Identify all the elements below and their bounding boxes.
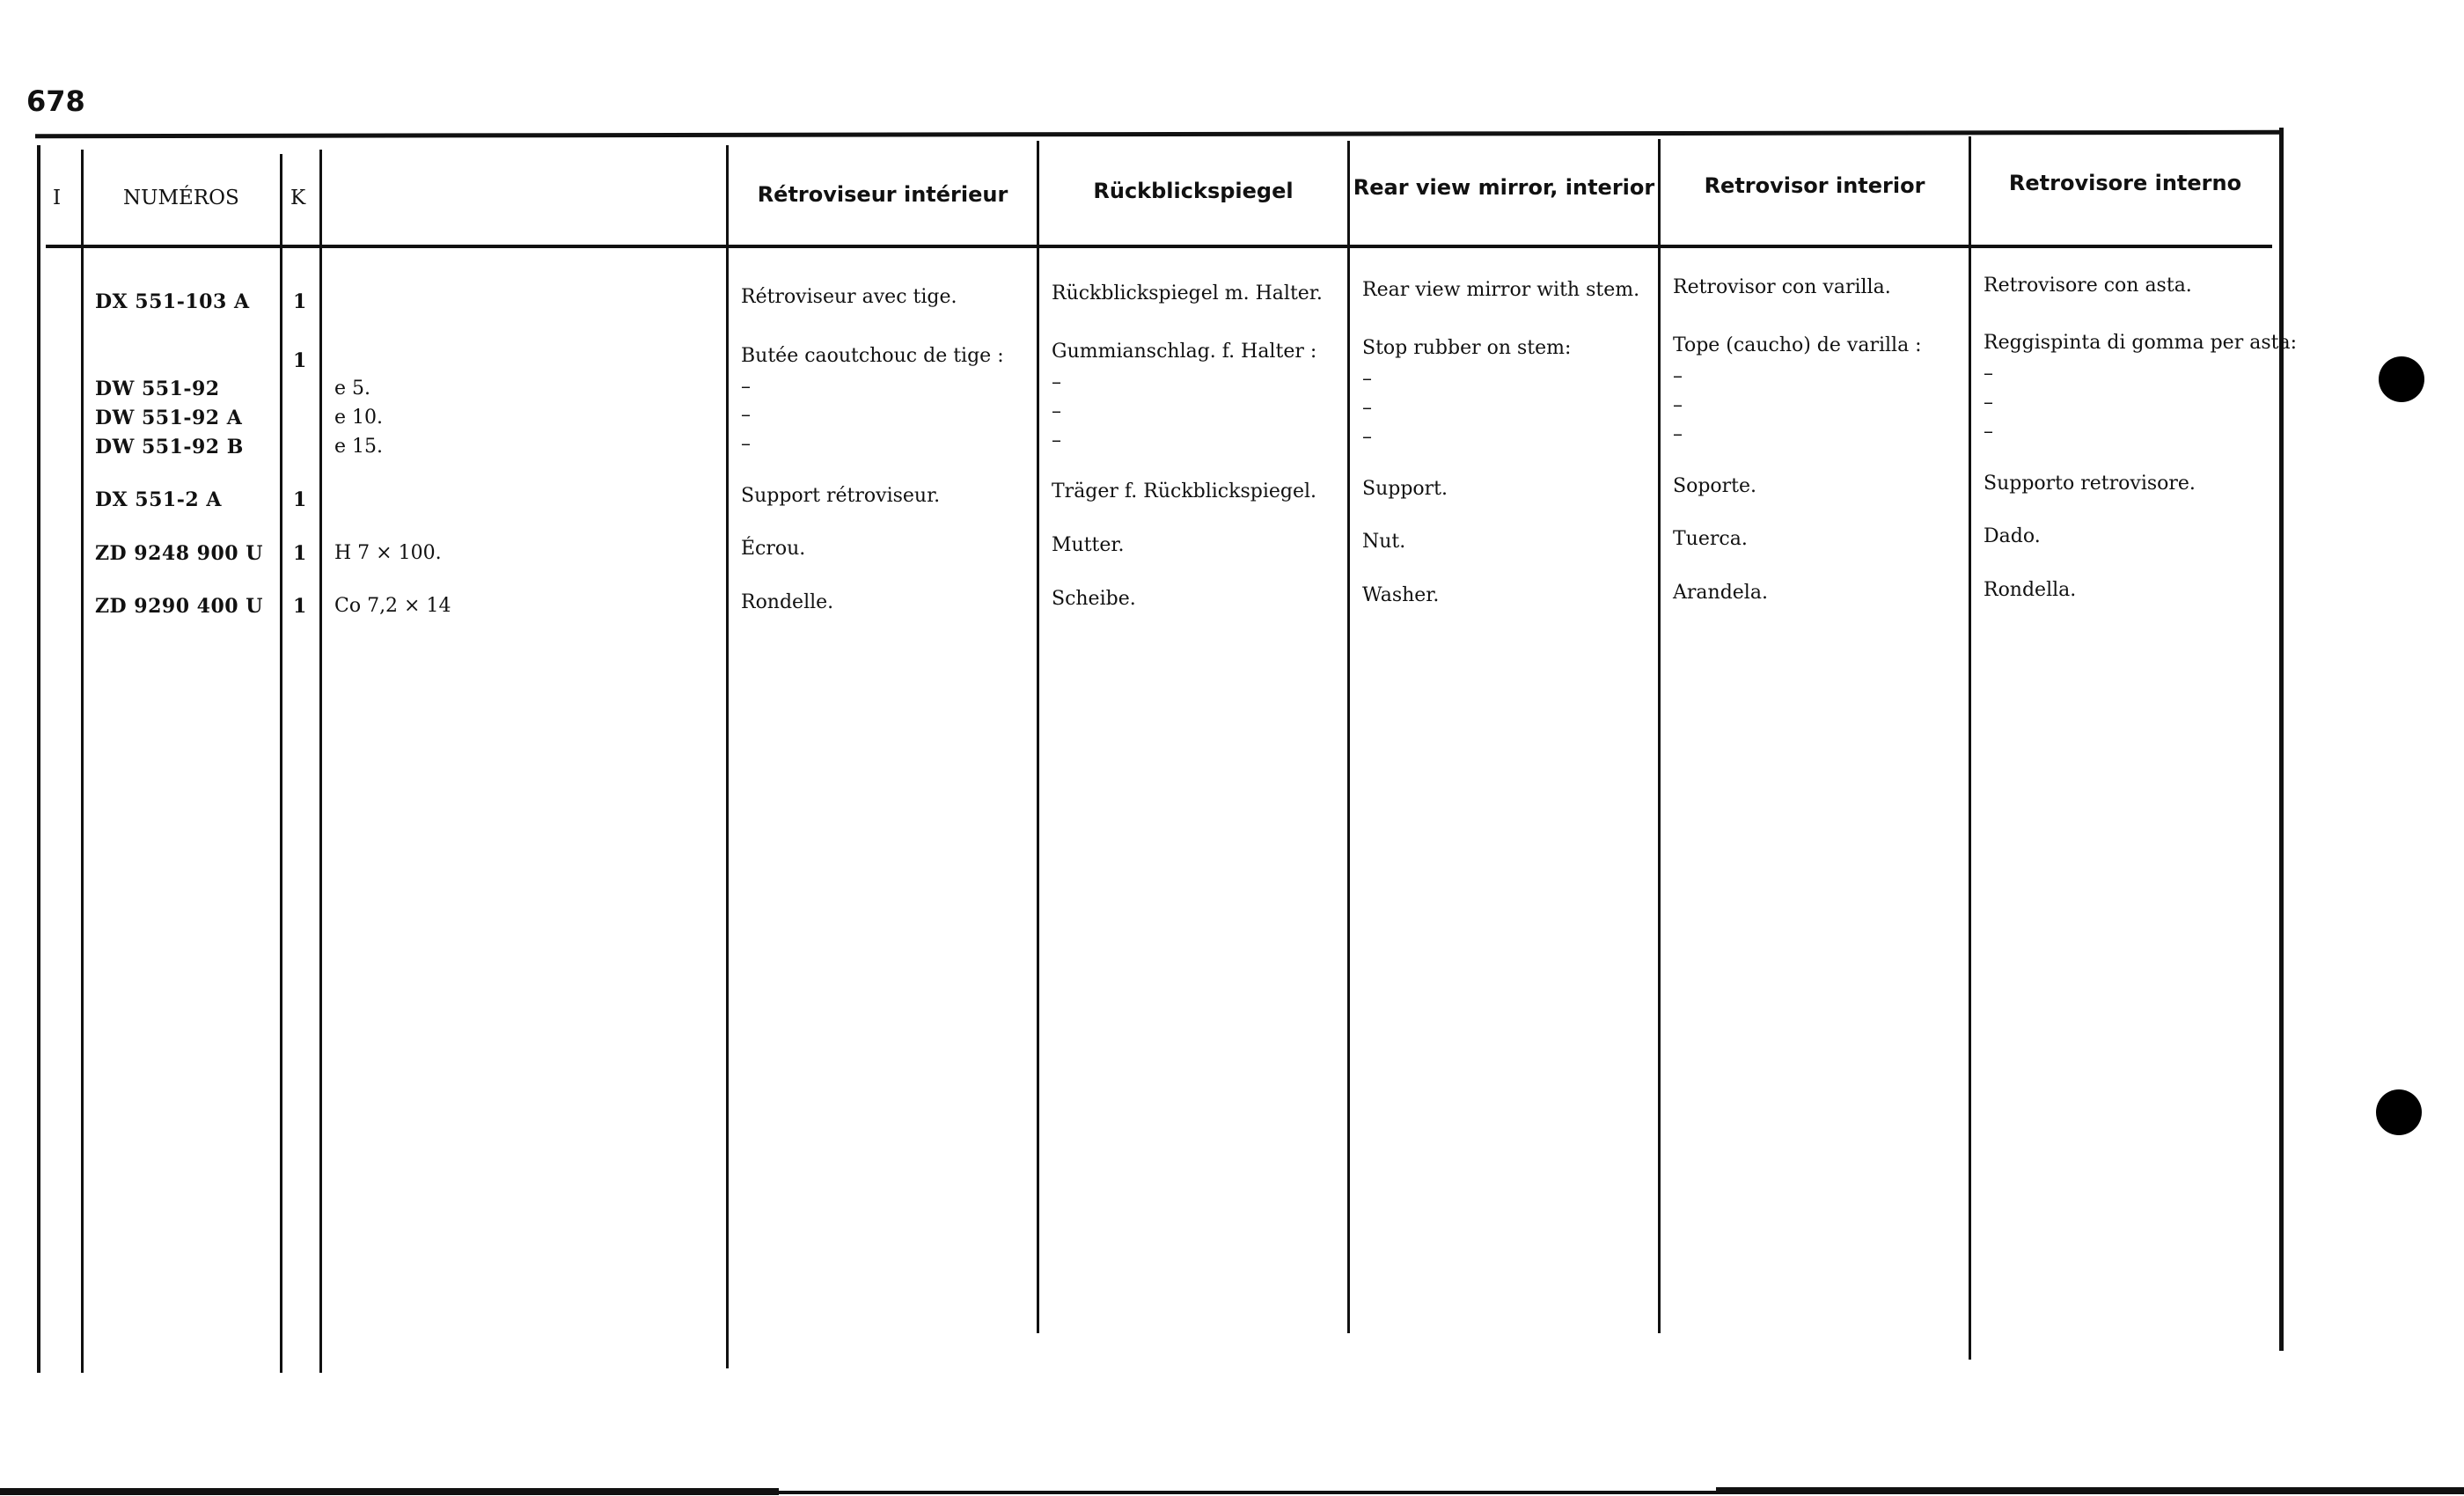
col-line-left-border [37, 145, 40, 1373]
col-line-es-left [1658, 139, 1661, 1333]
row-de: – [1052, 371, 1061, 393]
row-k: 1 [293, 488, 307, 511]
row-fr: – [741, 433, 751, 455]
header-fr: Rétroviseur intérieur [757, 182, 1008, 207]
col-line-fr-left [726, 145, 729, 1368]
row-numero: ZD 9290 400 U [95, 595, 263, 618]
row-es: Arandela. [1673, 582, 1768, 604]
row-numero: DX 551-2 A [95, 488, 222, 511]
row-spec: e 10. [334, 407, 383, 429]
row-numero: ZD 9248 900 U [95, 542, 263, 565]
row-de: Träger f. Rückblickspiegel. [1052, 480, 1317, 502]
row-de: Rückblickspiegel m. Halter. [1052, 282, 1323, 304]
row-numero: DW 551-92 A [95, 407, 243, 429]
row-it: Dado. [1984, 525, 2041, 547]
header-en: Rear view mirror, interior [1353, 175, 1655, 200]
row-k: 1 [293, 542, 307, 565]
row-it: – [1984, 363, 1993, 385]
col-line-en-left [1347, 141, 1350, 1333]
row-es: – [1673, 365, 1683, 387]
header-i: I [53, 187, 62, 209]
row-en: – [1362, 397, 1372, 419]
col-line-spec-left [319, 150, 322, 1373]
row-es: Soporte. [1673, 475, 1757, 497]
col-line-it-left [1969, 136, 1971, 1360]
row-es: Tope (caucho) de varilla : [1673, 334, 1922, 356]
row-de: Gummianschlag. f. Halter : [1052, 341, 1317, 363]
row-en: – [1362, 426, 1372, 448]
row-de: – [1052, 429, 1061, 451]
row-fr: Butée caoutchouc de tige : [741, 345, 1004, 367]
row-spec: Co 7,2 × 14 [334, 595, 451, 617]
row-en: Nut. [1362, 531, 1406, 553]
row-it: Reggispinta di gomma per asta: [1984, 332, 2297, 354]
row-spec: H 7 × 100. [334, 542, 442, 564]
row-de: Mutter. [1052, 534, 1125, 556]
row-es: Tuerca. [1673, 528, 1748, 550]
header-es: Retrovisor interior [1704, 173, 1925, 198]
row-k: 1 [293, 290, 307, 313]
row-it: Supporto retrovisore. [1984, 473, 2196, 495]
row-es: – [1673, 394, 1683, 416]
row-numero: DX 551-103 A [95, 290, 250, 313]
bottom-rule-right [1716, 1487, 2464, 1494]
header-k: K [290, 187, 306, 209]
row-de: – [1052, 400, 1061, 422]
header-de: Rückblickspiegel [1093, 179, 1294, 203]
row-spec: e 15. [334, 436, 383, 458]
row-de: Scheibe. [1052, 588, 1136, 610]
row-it: Rondella. [1984, 579, 2077, 601]
row-numero: DW 551-92 [95, 378, 220, 400]
col-line-de-left [1037, 141, 1039, 1333]
page-number: 678 [26, 84, 85, 118]
row-en: Stop rubber on stem: [1362, 337, 1572, 359]
table-top-border [35, 130, 2284, 138]
row-fr: Rétroviseur avec tige. [741, 286, 957, 308]
col-line-right-border [2279, 128, 2284, 1351]
col-line-numeros-left [81, 150, 84, 1373]
row-fr: Rondelle. [741, 591, 834, 613]
row-it: – [1984, 392, 1993, 414]
row-en: Washer. [1362, 584, 1440, 606]
row-spec: e 5. [334, 378, 371, 400]
bottom-rule-mid [779, 1491, 1716, 1494]
punch-hole-bottom [2376, 1089, 2422, 1135]
col-line-k-left [280, 154, 282, 1373]
row-it: – [1984, 421, 1993, 443]
row-it: Retrovisore con asta. [1984, 275, 2192, 297]
header-it: Retrovisore interno [2008, 171, 2242, 195]
row-en: Rear view mirror with stem. [1362, 279, 1640, 301]
row-fr: – [741, 404, 751, 426]
row-fr: Écrou. [741, 538, 806, 560]
header-numeros: NUMÉROS [123, 187, 239, 209]
row-es: Retrovisor con varilla. [1673, 276, 1891, 298]
row-fr: – [741, 376, 751, 398]
punch-hole-top [2379, 356, 2424, 402]
row-fr: Support rétroviseur. [741, 485, 941, 507]
bottom-rule-left [0, 1488, 779, 1495]
row-en: Support. [1362, 478, 1448, 500]
row-en: – [1362, 368, 1372, 390]
row-numero: DW 551-92 B [95, 436, 244, 458]
row-k: 1 [293, 349, 307, 372]
row-es: – [1673, 423, 1683, 445]
row-k: 1 [293, 595, 307, 618]
header-separator [46, 245, 2272, 248]
